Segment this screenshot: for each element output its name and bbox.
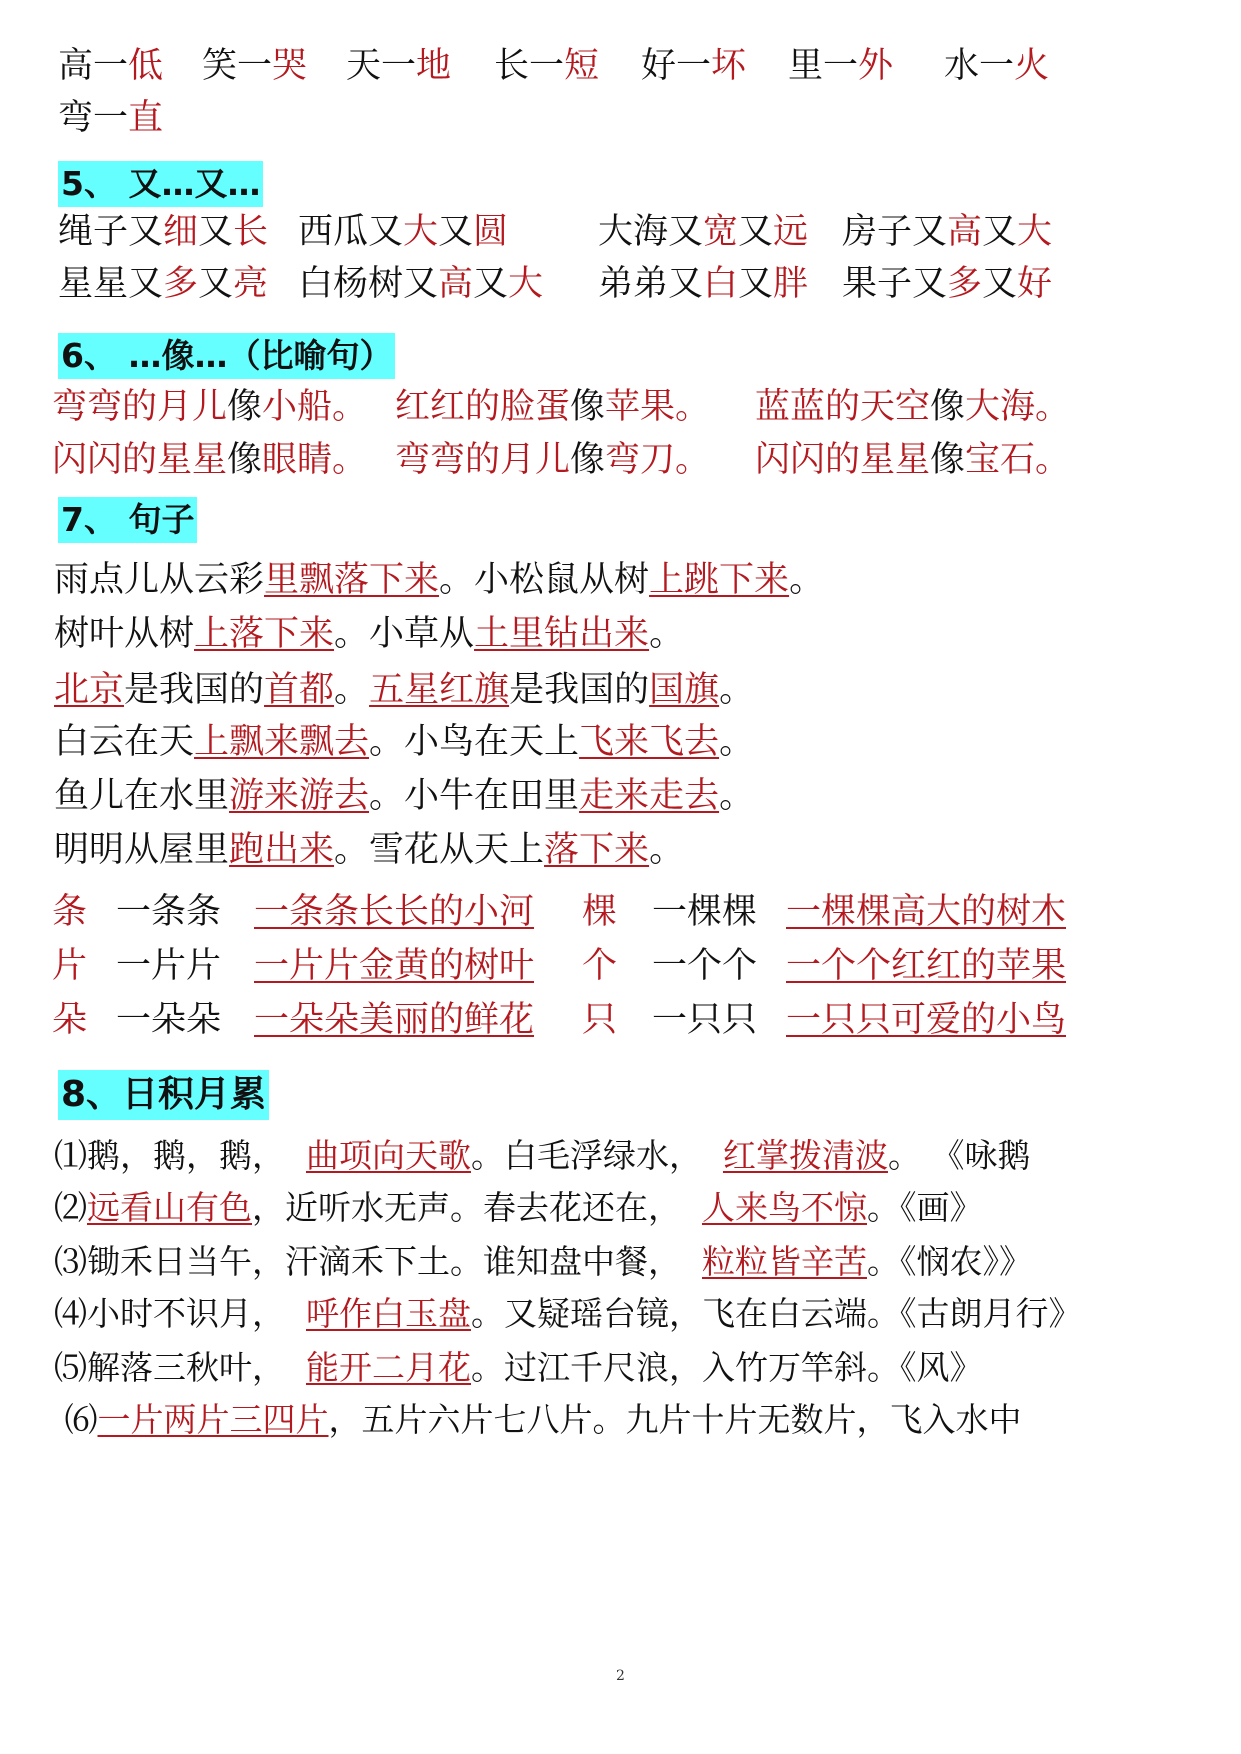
phrase-part: 高 — [947, 212, 983, 252]
section-6-heading: 6、 …像…（比喻句） — [58, 333, 395, 379]
answer-blank: 首都 — [264, 670, 335, 710]
simile-like: 像 — [227, 387, 263, 427]
antonym-word: 笑 — [202, 46, 238, 86]
simile-like: 像 — [930, 387, 966, 427]
answer-blank: 远看山有色 — [87, 1188, 252, 1227]
simile-object: 小船。 — [262, 387, 368, 427]
sentence-line — [54, 666, 754, 714]
answer-blank: 上跳下来 — [649, 560, 790, 600]
phrase-part: 西瓜又 — [298, 212, 404, 252]
simile-like: 像 — [570, 387, 606, 427]
simile-subject: 闪闪的星星 — [52, 440, 228, 480]
measure-word: 片 — [52, 946, 88, 986]
you-you-phrase — [58, 208, 268, 256]
antonym-opposite: 直 — [128, 98, 164, 138]
simile-subject: 弯弯的月儿 — [52, 387, 228, 427]
you-you-phrase — [298, 208, 508, 256]
poem-line — [54, 1132, 1030, 1180]
phrase-part: 房子又 — [842, 212, 948, 252]
antonym-word: 弯 — [58, 98, 94, 138]
section-5-heading: 5、 又…又… — [58, 161, 263, 207]
measure-phrase: 一片片金黄的树叶 — [254, 946, 535, 986]
phrase-part: 白 — [703, 264, 739, 304]
simile-sentence — [755, 383, 1070, 431]
answer-blank: 人来鸟不惊 — [701, 1188, 867, 1227]
phrase-part: 果子又 — [842, 264, 948, 304]
antonym-opposite: 短 — [564, 46, 600, 86]
sentence-text: 雨点儿从云彩 — [54, 560, 265, 600]
antonym-pair — [944, 42, 1049, 90]
simile-object: 宝石。 — [965, 440, 1071, 480]
answer-blank: 走来走去 — [579, 776, 720, 816]
dash: 一 — [676, 46, 712, 86]
sentence-text: 。 — [649, 614, 685, 654]
answer-blank: 能开二月花 — [305, 1348, 471, 1387]
phrase-part: 远 — [773, 212, 809, 252]
simile-like: 像 — [570, 440, 606, 480]
answer-blank: 呼作白玉盘 — [305, 1294, 471, 1333]
section-7-heading: 7、 句子 — [58, 497, 197, 543]
poem-text: 。 《咏鹅 — [887, 1136, 1031, 1175]
phrase-part: 又 — [473, 264, 509, 304]
phrase-part: 弟弟又 — [598, 264, 704, 304]
antonym-word: 天 — [346, 46, 382, 86]
phrase-part: 星星又 — [58, 264, 164, 304]
simile-sentence — [52, 436, 367, 484]
poem-text: ⑶锄禾日当午，汗滴禾下土。谁知盘中餐， — [54, 1242, 702, 1281]
sentence-line — [54, 610, 684, 658]
you-you-phrase — [58, 260, 268, 308]
simile-object: 弯刀。 — [605, 440, 711, 480]
section-8-heading: 8、日积月累 — [58, 1070, 269, 1120]
simile-sentence — [395, 436, 710, 484]
antonym-word: 长 — [494, 46, 530, 86]
phrase-part: 多 — [163, 264, 199, 304]
antonym-pair — [641, 42, 746, 90]
answer-blank: 北京 — [54, 670, 125, 710]
answer-blank: 曲项向天歌 — [305, 1136, 471, 1175]
answer-blank: 一片两片三四片 — [97, 1400, 329, 1439]
measure-phrase: 一个个红红的苹果 — [786, 946, 1067, 986]
poem-line — [54, 1344, 982, 1392]
you-you-phrase — [842, 260, 1052, 308]
sentence-text: 。 — [719, 670, 755, 710]
poem-text: ，近听水无声。春去花还在， — [252, 1188, 702, 1227]
poem-text: ⑷小时不识月， — [54, 1294, 306, 1333]
sentence-text: 明明从屋里 — [54, 830, 230, 870]
antonym-word: 里 — [788, 46, 824, 86]
measure-phrase: 一朵朵美丽的鲜花 — [254, 1000, 535, 1040]
answer-blank: 飞来飞去 — [579, 722, 720, 762]
answer-blank: 落下来 — [544, 830, 650, 870]
phrase-part: 长 — [233, 212, 269, 252]
sentence-text: 。 — [789, 560, 825, 600]
you-you-phrase — [842, 208, 1052, 256]
you-you-phrase — [298, 260, 543, 308]
measure-phrase: 一条条长长的小河 — [254, 892, 535, 932]
poem-text: ⑵ — [54, 1188, 87, 1227]
phrase-part: 宽 — [703, 212, 739, 252]
sentence-line — [54, 556, 824, 604]
antonym-pair — [346, 42, 451, 90]
poem-text: ，五片六片七八片。九片十片无数片，飞入水中 — [328, 1400, 1022, 1439]
phrase-part: 大 — [1017, 212, 1053, 252]
dash: 一 — [381, 46, 417, 86]
antonym-pair — [202, 42, 307, 90]
sentence-text: 。 — [719, 722, 755, 762]
answer-blank: 粒粒皆辛苦 — [701, 1242, 867, 1281]
poem-text: 。又疑瑶台镜，飞在白云端。《古朗月行》 — [470, 1294, 1082, 1333]
poem-text: 。过江千尺浪，入竹万竿斜。《风》 — [470, 1348, 983, 1387]
phrase-part: 白杨树又 — [298, 264, 439, 304]
antonym-opposite: 外 — [858, 46, 894, 86]
measure-word: 朵 — [52, 1000, 88, 1040]
antonym-pair — [788, 42, 893, 90]
measure-word: 只 — [582, 1000, 618, 1040]
answer-blank: 游来游去 — [229, 776, 370, 816]
answer-blank: 上落下来 — [194, 614, 335, 654]
phrase-part: 又 — [982, 264, 1018, 304]
sentence-text: 。小草从 — [334, 614, 475, 654]
phrase-part: 又 — [982, 212, 1018, 252]
simile-object: 眼睛。 — [262, 440, 368, 480]
simile-subject: 闪闪的星星 — [755, 440, 931, 480]
dash: 一 — [979, 46, 1015, 86]
sentence-text: 。 — [719, 776, 755, 816]
answer-blank: 五星红旗 — [369, 670, 510, 710]
antonym-opposite: 火 — [1014, 46, 1050, 86]
page-number: 2 — [616, 1668, 625, 1684]
antonym-opposite: 坏 — [711, 46, 747, 86]
poem-text: 。《画》 — [866, 1188, 983, 1227]
antonym-word: 好 — [641, 46, 677, 86]
measure-word: 个 — [582, 946, 618, 986]
poem-text: 。白毛浮绿水， — [470, 1136, 723, 1175]
measure-phrase: 一只只可爱的小鸟 — [786, 1000, 1067, 1040]
you-you-phrase — [598, 208, 808, 256]
sentence-text: 是我国的 — [509, 670, 650, 710]
simile-sentence — [755, 436, 1070, 484]
phrase-part: 大 — [508, 264, 544, 304]
antonym-opposite: 低 — [128, 46, 164, 86]
antonym-pair — [494, 42, 599, 90]
phrase-part: 大 — [403, 212, 439, 252]
phrase-part: 又 — [738, 264, 774, 304]
simile-sentence — [395, 383, 710, 431]
poem-line — [54, 1238, 1032, 1286]
sentence-text: 。小松鼠从树 — [439, 560, 650, 600]
phrase-part: 细 — [163, 212, 199, 252]
poem-line — [54, 1396, 1022, 1444]
measure-word: 棵 — [582, 892, 618, 932]
sentence-line — [54, 772, 754, 820]
simile-subject: 弯弯的月儿 — [395, 440, 571, 480]
answer-blank: 土里钻出来 — [474, 614, 650, 654]
dash: 一 — [823, 46, 859, 86]
simile-object: 大海。 — [965, 387, 1071, 427]
phrase-part: 绳子又 — [58, 212, 164, 252]
sentence-line — [54, 718, 754, 766]
antonym-pair — [58, 94, 163, 142]
sentence-text: 。 — [649, 830, 685, 870]
simile-like: 像 — [930, 440, 966, 480]
dash: 一 — [93, 98, 129, 138]
phrase-part: 好 — [1017, 264, 1053, 304]
measure-repeat: 一只只 — [652, 1000, 758, 1040]
measure-phrase: 一棵棵高大的树木 — [786, 892, 1067, 932]
answer-blank: 里飘落下来 — [264, 560, 440, 600]
simile-like: 像 — [227, 440, 263, 480]
dash: 一 — [93, 46, 129, 86]
poem-text: ⑴鹅，鹅，鹅， — [54, 1136, 306, 1175]
antonym-word: 水 — [944, 46, 980, 86]
sentence-text: 。雪花从天上 — [334, 830, 545, 870]
answer-blank: 跑出来 — [229, 830, 335, 870]
sentence-text: 白云在天 — [54, 722, 195, 762]
phrase-part: 又 — [198, 264, 234, 304]
dash: 一 — [237, 46, 273, 86]
phrase-part: 胖 — [773, 264, 809, 304]
antonym-opposite: 地 — [416, 46, 452, 86]
measure-repeat: 一片片 — [116, 946, 222, 986]
simile-object: 苹果。 — [605, 387, 711, 427]
poem-line — [54, 1184, 982, 1232]
sentence-text: 鱼儿在水里 — [54, 776, 230, 816]
answer-blank: 上飘来飘去 — [194, 722, 370, 762]
phrase-part: 圆 — [473, 212, 509, 252]
sentence-text: 。小鸟在天上 — [369, 722, 580, 762]
sentence-line — [54, 826, 684, 874]
simile-subject: 红红的脸蛋 — [395, 387, 571, 427]
poem-text: ⑸解落三秋叶， — [54, 1348, 306, 1387]
phrase-part: 大海又 — [598, 212, 704, 252]
phrase-part: 又 — [438, 212, 474, 252]
measure-repeat: 一朵朵 — [116, 1000, 222, 1040]
simile-sentence — [52, 383, 367, 431]
poem-line — [54, 1290, 1081, 1338]
sentence-text: 。 — [334, 670, 370, 710]
antonym-opposite: 哭 — [272, 46, 308, 86]
answer-blank: 红掌拨清波 — [722, 1136, 888, 1175]
answer-blank: 国旗 — [649, 670, 720, 710]
poem-text: ⑹ — [54, 1400, 98, 1439]
sentence-text: 树叶从树 — [54, 614, 195, 654]
measure-repeat: 一条条 — [116, 892, 222, 932]
poem-text: 。《悯农》》 — [866, 1242, 1032, 1281]
sentence-text: 是我国的 — [124, 670, 265, 710]
measure-word: 条 — [52, 892, 88, 932]
simile-subject: 蓝蓝的天空 — [755, 387, 931, 427]
dash: 一 — [529, 46, 565, 86]
sentence-text: 。小牛在田里 — [369, 776, 580, 816]
phrase-part: 多 — [947, 264, 983, 304]
antonym-pair — [58, 42, 163, 90]
phrase-part: 又 — [198, 212, 234, 252]
phrase-part: 亮 — [233, 264, 269, 304]
antonym-word: 高 — [58, 46, 94, 86]
measure-repeat: 一个个 — [652, 946, 758, 986]
phrase-part: 又 — [738, 212, 774, 252]
measure-repeat: 一棵棵 — [652, 892, 758, 932]
you-you-phrase — [598, 260, 808, 308]
phrase-part: 高 — [438, 264, 474, 304]
